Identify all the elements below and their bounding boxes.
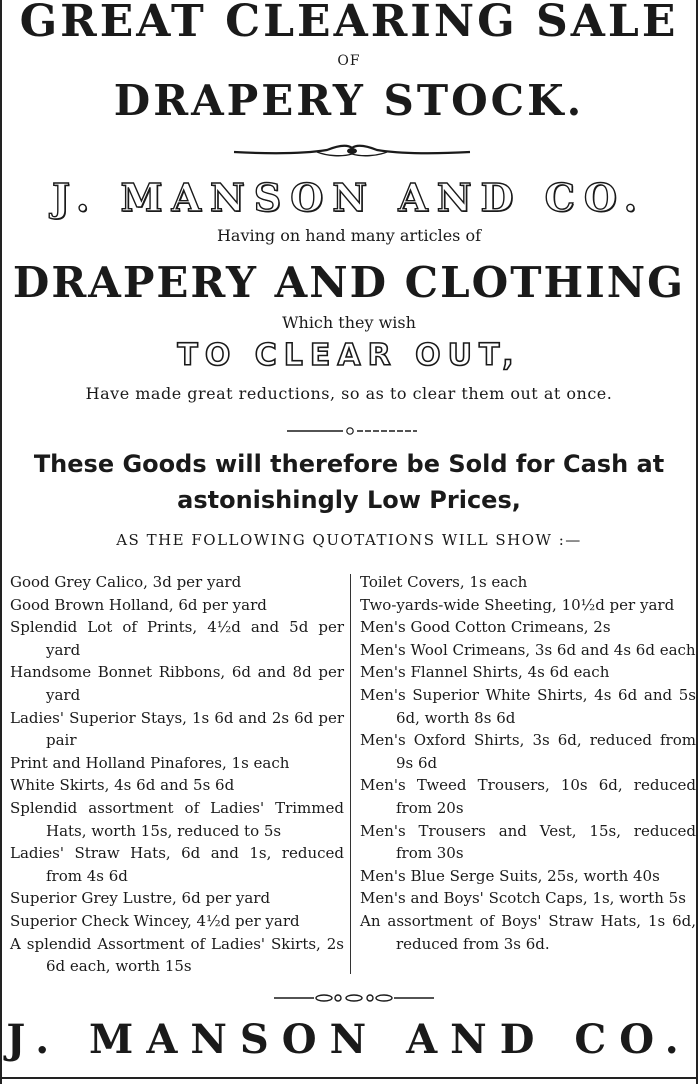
list-item: Good Grey Calico, 3d per yard: [10, 573, 242, 591]
list-item: Ladies' Straw Hats, 6d and 1s, reduced from 4s 6d: [10, 844, 344, 885]
to-clear-out-heading: TO CLEAR OUT,: [177, 338, 521, 373]
small-rule-ornament-icon: [287, 425, 417, 437]
price-list-right: [360, 571, 696, 955]
headline-great-clearing-sale: GREAT CLEARING SALE: [19, 0, 679, 47]
list-item: White Skirts, 4s 6d and 5s 6d: [10, 776, 235, 795]
list-item: Toilet Covers, 1s each: [360, 573, 528, 591]
footer-firm-name: J. MANSON AND CO.: [6, 1016, 692, 1063]
list-item: Superior Grey Lustre, 6d per yard: [10, 889, 271, 908]
list-item: A splendid Assortment of Ladies' Skirts, 2s 6d each, worth 15s: [10, 934, 344, 976]
list-item: Men's Trousers and Vest, 15s, reduced from 30s: [360, 821, 696, 863]
list-item: Men's Blue Serge Suits, 25s, worth 40s: [360, 866, 660, 885]
column-divider: [350, 574, 351, 974]
announcement-line-2: astonishingly Low Prices,: [177, 486, 521, 514]
which-they-wish-text: Which they wish: [282, 313, 416, 332]
price-list-left: [10, 571, 344, 978]
headline-drapery-and-clothing: DRAPERY AND CLOTHING: [12, 258, 686, 307]
list-item: An assortment of Boys' Straw Hats, 1s 6d, reduced from 3s 6d.: [360, 911, 696, 953]
list-item: Men's Oxford Shirts, 3s 6d, reduced from 9s 6d: [360, 731, 696, 772]
list-item: Men's Good Cotton Crimeans, 2s: [360, 618, 611, 637]
list-item: Two-yards-wide Sheeting, 10½d per yard: [360, 595, 675, 614]
list-item: Splendid assortment of Ladies' Trimmed Hats, worth 15s, reduced to 5s: [10, 798, 344, 840]
quotations-intro: AS THE FOLLOWING QUOTATIONS WILL SHOW :—: [116, 531, 582, 549]
flourish-ornament-icon: [232, 140, 472, 164]
headline-drapery-stock: DRAPERY STOCK.: [113, 76, 585, 125]
announcement-line-1: These Goods will therefore be Sold for Cash at: [33, 450, 665, 478]
chain-ornament-icon: [274, 992, 434, 1004]
list-item: Print and Holland Pinafores, 1s each: [10, 753, 290, 772]
list-item: Men's Flannel Shirts, 4s 6d each: [360, 663, 610, 682]
headline-of: OF: [337, 53, 361, 69]
list-item: Men's Wool Crimeans, 3s 6d and 4s 6d each: [360, 640, 696, 659]
having-on-hand-text: Having on hand many articles of: [216, 226, 482, 245]
list-item: Ladies' Superior Stays, 1s 6d and 2s 6d per pair: [10, 708, 344, 750]
list-item: Men's Tweed Trousers, 10s 6d, reduced from 20s: [360, 776, 696, 817]
list-item: Men's Superior White Shirts, 4s 6d and 5s 6d, worth 8s 6d: [360, 685, 696, 727]
reductions-text: Have made great reductions, so as to clear them out at once.: [85, 384, 613, 403]
list-item: Superior Check Wincey, 4½d per yard: [10, 911, 300, 930]
firm-name-ornate: J. MANSON AND CO.: [51, 175, 647, 220]
list-item: Splendid Lot of Prints, 4½d and 5d per yard: [10, 618, 344, 659]
list-item: Men's and Boys' Scotch Caps, 1s, worth 5s: [360, 889, 686, 908]
list-item: Handsome Bonnet Ribbons, 6d and 8d per yard: [10, 663, 344, 704]
bottom-rule: [2, 1077, 696, 1079]
list-item: Good Brown Holland, 6d per yard: [10, 595, 267, 614]
